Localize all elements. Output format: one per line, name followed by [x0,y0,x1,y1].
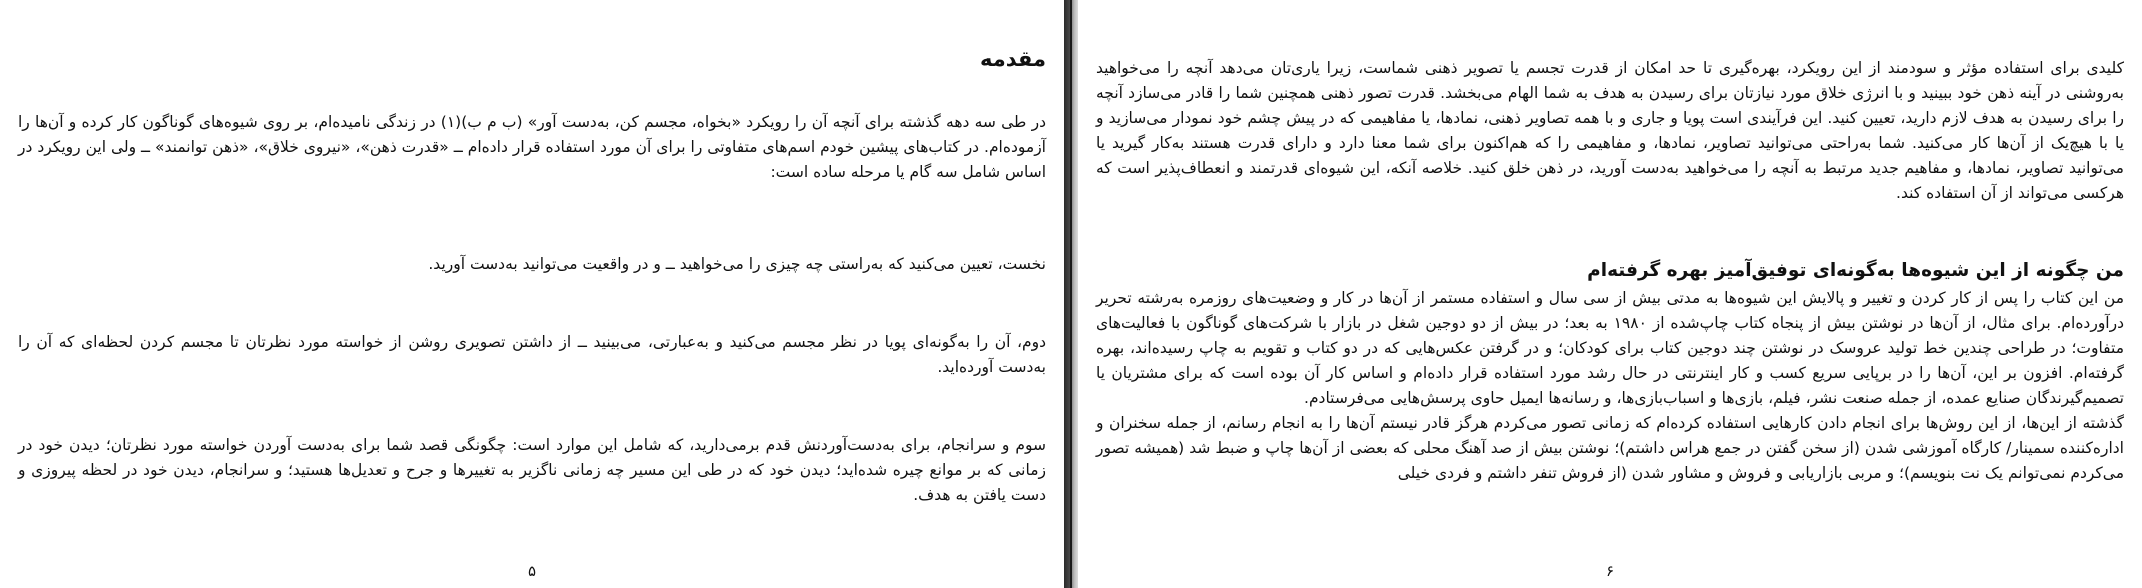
section-heading: من چگونه از این شیوه‌ها به‌گونه‌ای توفیق‌آمیز بهره گرفته‌ام [1587,260,2124,281]
continued-paragraph: کلیدی برای استفاده مؤثر و سودمند از این رویکرد، بهره‌گیری تا حد امکان از قدرت تجسم یا تصویر ذهنی شماست، زیرا یاری‌تان می‌دهد آنچه را می‌خواهید به‌روشنی در آینه ذهن خود ببینید و با انرژی خلاق مورد نیازتان برای رسیدن به هدف به شما الهام می‌بخشد. قدرت تصور ذهنی همچنین شما را قادر می‌سازد آنچه را برای رسیدن به هدف لازم دارید، تعیین کنید. این فرآیندی است پویا و جاری و با همه تصاویر ذهنی، نمادها، یا مفاهیمی که در پیش چشم خود نمودار می‌سازید و یا با هیچ‌یک از آن‌ها کار می‌کنید. شما به‌راحتی می‌توانید تصاویر، نمادها، و مفاهیمی را که هم‌اکنون برای شما معنا دارد و دارای قدرت هستند به‌کار گیرید یا می‌توانید تصاویر، نمادها، و مفاهیم جدید مرتبط به آنچه را می‌خواهید به‌دست آورید، در ذهن خلق کنید. خلاصه آنکه، این شیوه‌ای قدرتمند و انعطاف‌پذیر است که هرکسی می‌تواند از آن استفاده کند. [1096,59,2124,202]
step-one-paragraph: نخست، تعیین می‌کنید که به‌راستی چه چیزی را می‌خواهید ــ و در واقعیت می‌توانید به‌دست آورید. [428,255,1046,273]
left-paragraph-1 [18,110,1046,185]
left-paragraph-4 [18,433,1046,508]
page-number: ۵ [527,562,537,580]
book-spine-divider [1064,0,1078,588]
right-page [1078,0,2142,588]
step-two-paragraph: دوم، آن را به‌گونه‌ای پویا در نظر مجسم می‌کنید و به‌عبارتی، می‌بینید ــ از داشتن تصویری روشن از خواسته مورد نظرتان تا مجسم کردن لحظه‌ای که آن را به‌دست آورده‌اید. [18,333,1046,376]
page-title: مقدمه [980,47,1046,71]
left-paragraph-2 [18,252,1046,277]
left-paragraph-3 [18,330,1046,380]
left-page [0,0,1064,588]
right-section [1096,256,2124,486]
section-paragraph-1: من این کتاب را پس از کار کردن و تغییر و پالایش این شیوه‌ها به مدتی بیش از سی سال و استفاده مستمر از آن‌ها در کار و وضعیت‌های روزمره به‌رشته تحریر درآورده‌ام. برای مثال، از آن‌ها در نوشتن بیش از پنجاه کتاب چاپ‌شده از ۱۹۸۰ به بعد؛ در بیش از دو دوجین شغل در بازار با شرکت‌های گوناگون با فعالیت‌های متفاوت؛ در طراحی چندین خط تولید عروسک در نوشتن چند دوجین کتاب برای کودکان؛ و در گرفتن عکس‌هایی که در دو کتاب و تقویم به چاپ رسیده‌اند، بهره گرفته‌ام. افزون بر این، آن‌ها را در برپایی سریع کسب و کار اینترنتی در حال رشد مورد استفاده قرار داده‌ام و اساس کار آن بوده است که برای مشتریان یا تصمیم‌گیرندگان صنایع عمده، از جمله صنعت نشر، فیلم، بازی‌ها و اسباب‌بازی‌ها، و رسانه‌ها ایمیل حاوی پرسش‌هایی می‌فرستادم. [1096,289,2125,407]
page-number: ۶ [1605,562,1615,580]
section-paragraph-2: گذشته از این‌ها، از این روش‌ها برای انجام دادن کارهایی استفاده کرده‌ام که زمانی تصور می‌کردم هرگز قادر نیستم آن‌ها را به انجام رسانم، از جمله سخنران و اداره‌کننده سمینار/ کارگاه آموزشی شدن (از سخن گفتن در جمع هراس داشتم)؛ نوشتن بیش از صد آهنگ محلی که بعضی از آن‌ها چاپ و ضبط شد (همیشه تصور می‌کردم نمی‌توانم یک نت بنویسم)؛ و مربی بازاریابی و فروش و مشاور شدن (از فروش تنفر داشتم و فردی خیلی [1096,414,2124,482]
step-three-paragraph: سوم و سرانجام، برای به‌دست‌آوردنش قدم برمی‌دارید، که شامل این موارد است: چگونگی قصد شما برای به‌دست آوردن خواسته مورد نظرتان؛ دیدن خود در زمانی که بر موانع چیره شده‌اید؛ دیدن خود که در طی این مسیر چه زمانی ناگزیر به تغییرها و جرح و تعدیل‌ها هستید؛ و سرانجام، دیدن خود در لحظه پیروزی و دست یافتن به هدف. [18,436,1046,504]
right-top-block [1096,56,2124,206]
intro-paragraph: در طی سه دهه گذشته برای آنچه آن را رویکرد «بخواه، مجسم کن، به‌دست آور» (ب م ب)(۱) در زندگی نامیده‌ام، بر روی شیوه‌های گوناگون کار کرده و آن‌ها را آزموده‌ام. در کتاب‌های پیشین خودم اسم‌های متفاوتی را برای آن مورد استفاده قرار داده‌ام ــ «قدرت ذهن»، «نیروی خلاق»، «ذهن توانمند» ــ ولی این رویکرد در اساس شامل سه گام یا مرحله ساده است: [18,113,1046,181]
